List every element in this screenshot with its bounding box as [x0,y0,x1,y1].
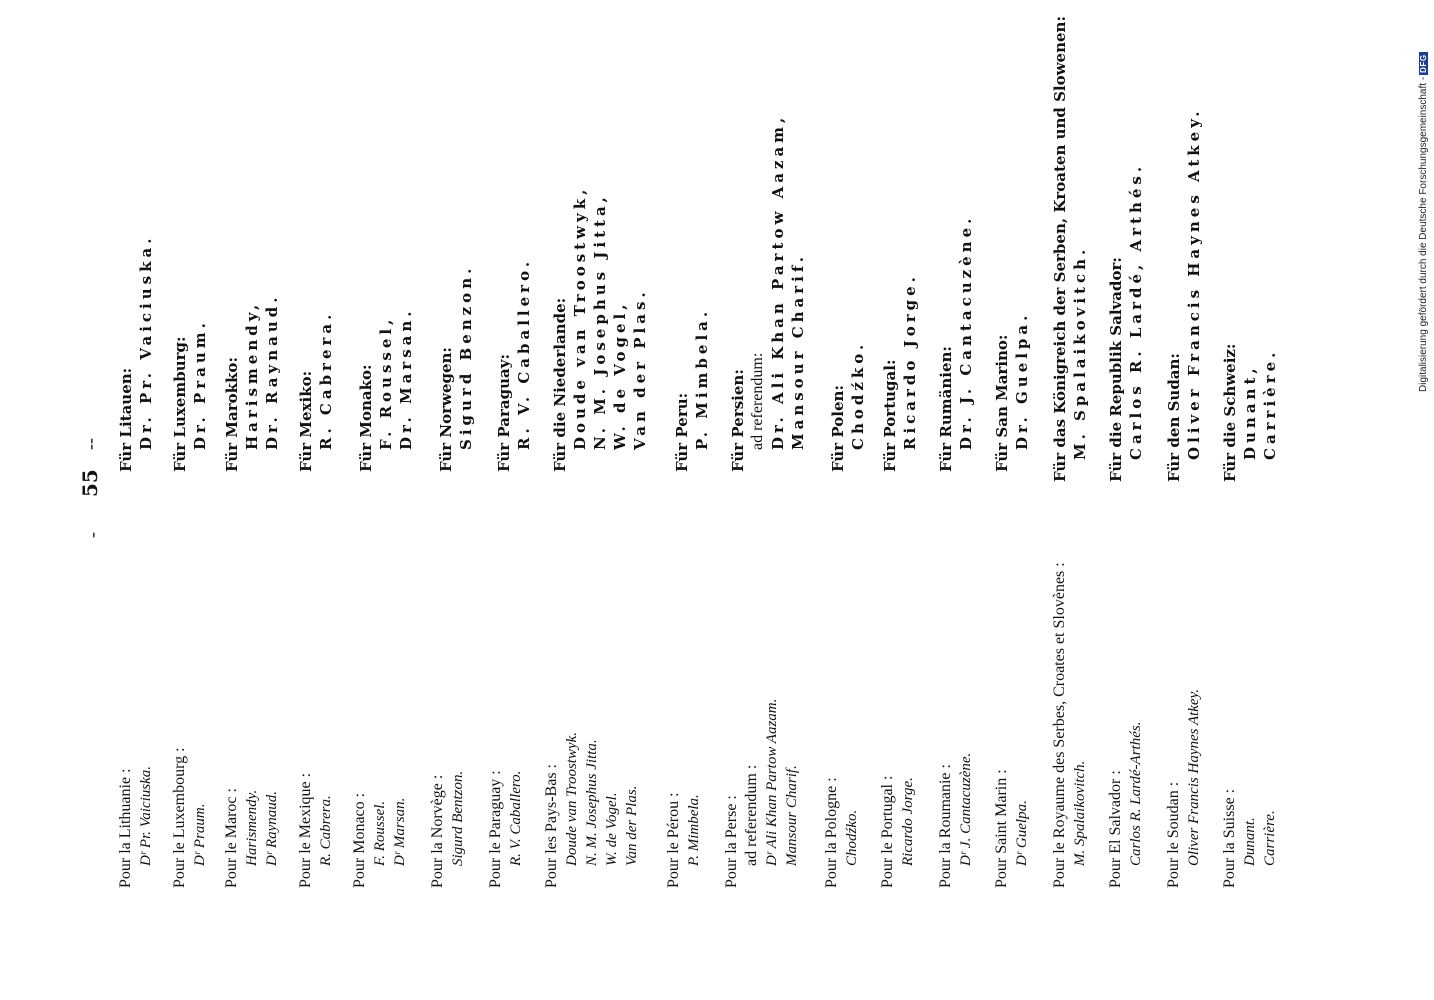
french-entry [486,770,526,888]
country-label: Für Monako: [357,364,375,472]
signatory: Dunant, [1241,364,1259,460]
signatory: Dunant. [1242,817,1258,866]
german-entry [494,258,534,472]
german-entry [828,341,868,472]
german-entry [116,235,156,472]
signatory: Dr. Guelpa. [1013,311,1031,450]
signatory: Doude van Troostwyk, [571,185,589,450]
french-entry [1050,562,1090,888]
country-label: Pour le Royaume des Serbes, Croates et Slovènes : [1051,562,1068,888]
french-entry [664,792,704,888]
signatory: Oliver Francis Haynes Atkey. [1186,688,1202,866]
country-label: Pour la Suisse : [1221,788,1238,888]
signatory: R. Cabrera. [317,310,335,450]
signatory: Dr. Marsan. [397,307,415,450]
signatory: Dr. J. Cantacuzène. [957,214,975,450]
country-label: Für die Republik Salvador: [1107,257,1125,482]
country-label: Pour le Luxembourg : [171,747,188,888]
country-label: Pour El Salvador : [1107,770,1124,888]
signatory: Sigurd Bentzon. [450,770,466,866]
country-label: Pour le Mexique : [297,772,314,888]
german-entry [1106,163,1146,482]
signatory: P. Mimbela. [693,307,711,450]
german-entry [672,308,712,472]
country-label: Für die Schweiz: [1221,343,1239,482]
country-label: Für Persien: [729,369,747,472]
dfg-logo: DFG [1419,54,1428,73]
french-entry [878,776,918,888]
country-label: Pour la Lithuanie : [117,768,134,888]
french-entry [992,769,1032,888]
signatory: Carlos R. Lardé-Arthés. [1128,721,1144,866]
signatory: W. de Vogel, [611,300,629,450]
signatory: Mansour Charif. [789,252,807,450]
signatory: Oliver Francis Haynes Atkey. [1185,107,1203,460]
country-label: Pour Monaco : [351,792,368,888]
french-entry [1106,722,1146,888]
page-number: 55 [78,469,102,497]
signatory: Chodźko. [849,340,867,450]
german-entry [880,273,920,472]
signatory: F. Roussel, [377,315,395,450]
signatory: Chodźko. [844,809,860,866]
country-label: Pour la Norvège : [429,774,446,888]
digitization-note [1418,52,1429,392]
signatory: Dʳ Marsan. [392,797,408,866]
country-label: Für Paraguay: [495,353,513,472]
german-entry [296,311,336,472]
country-label: Pour le Pérou : [665,792,682,888]
german-entry [1164,108,1204,482]
signatory: Mansour Charif. [784,765,800,866]
country-label: Pour le Maroc : [223,788,240,888]
german-entry [550,186,650,472]
signatory: Dʳ Guelpa. [1014,800,1030,866]
signatory: Dʳ Ali Khan Partow Aazam. [764,698,780,866]
signatory: Dr. Praum. [191,319,209,450]
french-entry [170,747,210,888]
country-label: Pour le Paraguay : [487,770,504,888]
signatory: Ricardo Jorge. [901,273,919,450]
country-label: Für Rumänien: [937,346,955,472]
country-label: Für Mexiko: [297,370,315,472]
french-entry [428,771,468,888]
country-label: Für das Königreich der Serben, Kroaten und Slowenen: [1051,16,1069,482]
country-label: Für San Marino: [993,334,1011,472]
signatory: R. V. Caballero. [508,770,524,866]
country-label: Für Norwegen: [437,347,455,472]
german-entry [992,312,1032,472]
french-entry [722,699,802,888]
country-label: Pour le Soudan : [1165,781,1182,888]
german-entry [728,114,808,472]
signatory: Dʳ J. Cantacuzène. [958,752,974,866]
french-entry [1164,689,1204,888]
country-label: Für Luxemburg: [171,336,189,472]
signatory: Harismendy, [243,300,261,450]
signatory: M. Spalaikovitch. [1071,245,1089,460]
signatory: R. Cabrera. [318,795,334,866]
signatory: Dr. Raynaud. [263,293,281,450]
french-entry [116,766,156,888]
german-entry [436,265,476,472]
country-label: Pour la Pologne : [823,777,840,888]
country-label: Für Litauen: [117,367,135,472]
signatory: Carrière. [1262,810,1278,866]
signatory: Harismendy. [244,789,260,866]
german-entry [356,308,416,473]
signatory: Dʳ Raynaud. [264,791,280,866]
signatory: Dr. Ali Khan Partow Aazam, [769,113,787,450]
country-label: Für den Sudan: [1165,353,1183,482]
signatory: Carlos R. Lardé, Arthés. [1127,162,1145,460]
german-entry [222,294,282,472]
country-label: Pour les Pays-Bas : [543,764,560,888]
signatory: F. Roussel. [372,800,388,866]
country-label: Pour Saint Marin : [993,769,1010,888]
signatory: N. M. Josephus Jitta. [584,739,600,866]
signatory: Doude van Troostwyk. [564,731,580,866]
german-entry [170,319,210,472]
ad-referendum-note: ad referendum: [749,352,766,450]
signatory: Sigurd Benzon. [457,264,475,450]
signatory: R. V. Caballero. [515,257,533,450]
french-entry [296,773,336,888]
german-entry [1220,344,1280,482]
page-dash-left: - [82,532,102,538]
signatory: Carrière. [1261,348,1279,460]
french-entry [822,777,862,888]
signatory: Van der Plas. [624,785,640,866]
german-entry [936,215,976,472]
country-label: Für Portugal: [881,359,899,472]
signatory: P. Mimbela. [686,794,702,866]
signatory: N. M. Josephus Jitta, [591,193,609,450]
signatory: Dʳ Pr. Vaiciuska. [138,766,154,866]
country-label: Für Polen: [829,385,847,472]
signatory: Dr. Pr. Vaiciuska. [137,234,155,450]
french-entry [936,753,976,888]
signatory: W. de Vogel. [604,792,620,866]
country-label: Für Peru: [673,392,691,472]
page-dash-right: -- [80,438,100,450]
country-label: Für die Niederlande: [551,297,569,472]
signatory: Dʳ Praum. [192,803,208,866]
digitization-text: Digitalisierung gefördert durch die Deutsche Forschungsgemeinschaft - [1418,76,1429,392]
ad-referendum-note: ad referendum : [743,764,760,866]
country-label: Pour le Portugal : [879,775,896,888]
french-entry [542,732,642,888]
country-label: Pour la Perse : [723,795,740,888]
signatory: Van der Plas. [631,288,649,450]
country-label: Für Marokko: [223,357,241,472]
french-entry [1220,789,1280,888]
french-entry [350,793,410,888]
french-entry [222,788,282,888]
country-label: Pour la Roumanie : [937,764,954,888]
signatory: M. Spalaikovitch. [1072,760,1088,866]
german-entry [1050,16,1090,482]
signatory: Ricardo Jorge. [900,777,916,866]
